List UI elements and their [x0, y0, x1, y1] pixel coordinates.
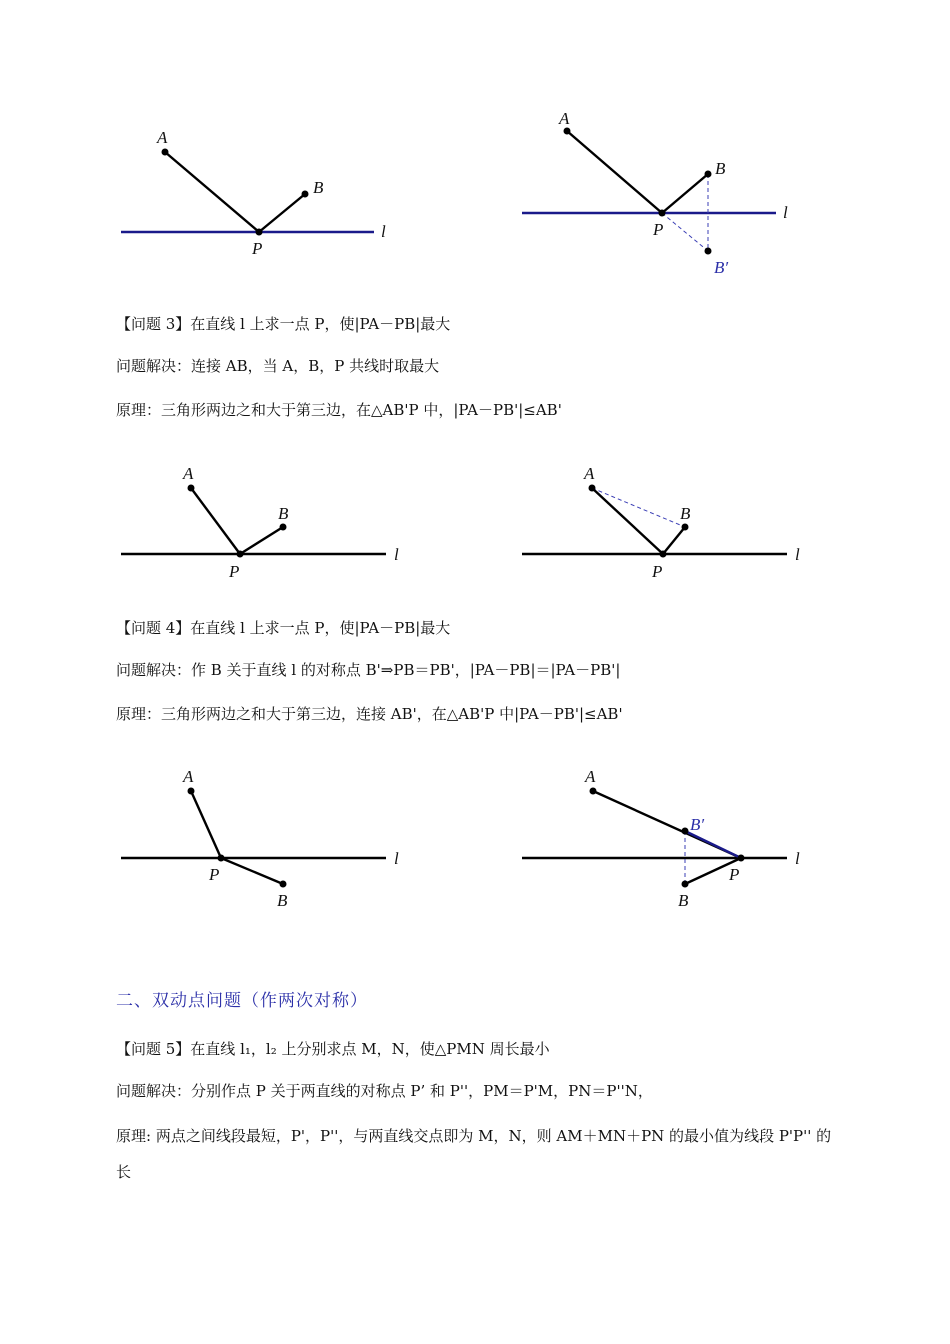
point-B	[302, 191, 309, 198]
label-l: l	[394, 545, 399, 564]
section-2-heading: 二、双动点问题（作两次对称）	[116, 991, 368, 1011]
label-P: P	[729, 865, 740, 884]
dashed-AB	[592, 488, 685, 527]
label-P: P	[252, 239, 263, 258]
figure-3-left	[121, 767, 399, 910]
label-B: B	[715, 159, 726, 178]
problem-5-solution: 问题解决：分别作点 P 关于两直线的对称点 P’ 和 P''，PM＝P'M，PN＝P''N，	[116, 1082, 653, 1100]
problem-5-title: 【问题 5】在直线 l₁，l₂ 上分别求点 M，N，使△PMN 周长最小	[116, 1040, 550, 1058]
label-B-prime: B′	[714, 258, 729, 277]
segment-BP	[240, 527, 283, 554]
label-A: A	[584, 464, 595, 483]
segment-BP	[221, 858, 283, 884]
point-B-prime	[682, 828, 689, 835]
label-B-prime: B′	[690, 815, 705, 834]
label-l: l	[783, 203, 788, 222]
problem-4-title: 【问题 4】在直线 l 上求一点 P，使|PA－PB|最大	[116, 619, 451, 637]
label-l: l	[394, 849, 399, 868]
point-B	[682, 524, 689, 531]
problem-3-principle: 原理：三角形两边之和大于第三边，在△AB'P 中，|PA－PB'|≤AB'	[116, 401, 562, 419]
point-A	[188, 788, 195, 795]
figure-2-left	[121, 464, 399, 581]
segment-AP	[592, 488, 663, 554]
figure-1-left	[121, 128, 386, 258]
label-l: l	[381, 222, 386, 241]
point-B	[280, 524, 287, 531]
label-P: P	[209, 865, 220, 884]
segment-AP	[165, 152, 259, 232]
segment-BP	[259, 194, 305, 232]
label-l: l	[795, 849, 800, 868]
point-P	[738, 855, 745, 862]
label-P: P	[229, 562, 240, 581]
segment-AP	[191, 488, 240, 554]
point-A	[564, 128, 571, 135]
point-P	[256, 229, 263, 236]
point-A	[188, 485, 195, 492]
label-A: A	[183, 464, 194, 483]
point-P	[237, 551, 244, 558]
label-B: B	[313, 178, 324, 197]
problem-4-principle: 原理：三角形两边之和大于第三边，连接 AB'，在△AB'P 中|PA－PB'|≤AB'	[116, 705, 623, 723]
point-B	[705, 171, 712, 178]
label-A: A	[157, 128, 168, 147]
point-B	[280, 881, 287, 888]
figure-1-right	[522, 109, 788, 277]
point-A	[590, 788, 597, 795]
problem-3-solution: 问题解决：连接 AB，当 A，B，P 共线时取最大	[116, 357, 440, 375]
point-B-prime	[705, 248, 712, 255]
segment-AP	[191, 791, 221, 858]
segment-BP	[662, 174, 708, 213]
label-B: B	[278, 504, 289, 523]
label-P: P	[653, 220, 664, 239]
problem-5-principle: 原理: 两点之间线段最短，P'，P''，与两直线交点即为 M，N，则 AM＋MN＋PN 的最小值为线段 P'P'' 的长	[116, 1127, 832, 1181]
segment-BP	[663, 527, 685, 554]
figure-3-right	[522, 767, 800, 910]
label-B: B	[277, 891, 288, 910]
label-A: A	[559, 109, 570, 128]
figure-2-right	[522, 464, 800, 581]
label-B: B	[680, 504, 691, 523]
segment-AP	[567, 131, 662, 213]
segment-B-prime-P	[685, 831, 741, 858]
label-l: l	[795, 545, 800, 564]
point-B	[682, 881, 689, 888]
point-P	[659, 210, 666, 217]
label-P: P	[652, 562, 663, 581]
label-B: B	[678, 891, 689, 910]
point-A	[162, 149, 169, 156]
point-A	[589, 485, 596, 492]
problem-4-solution: 问题解决：作 B 关于直线 l 的对称点 B'⇒PB＝PB'，|PA－PB|＝|PA－PB'|	[116, 661, 621, 679]
problem-3-title: 【问题 3】在直线 l 上求一点 P，使|PA－PB|最大	[116, 315, 451, 333]
point-P	[660, 551, 667, 558]
dashed-PB-prime	[662, 213, 708, 251]
point-P	[218, 855, 225, 862]
label-A: A	[183, 767, 194, 786]
label-A: A	[585, 767, 596, 786]
